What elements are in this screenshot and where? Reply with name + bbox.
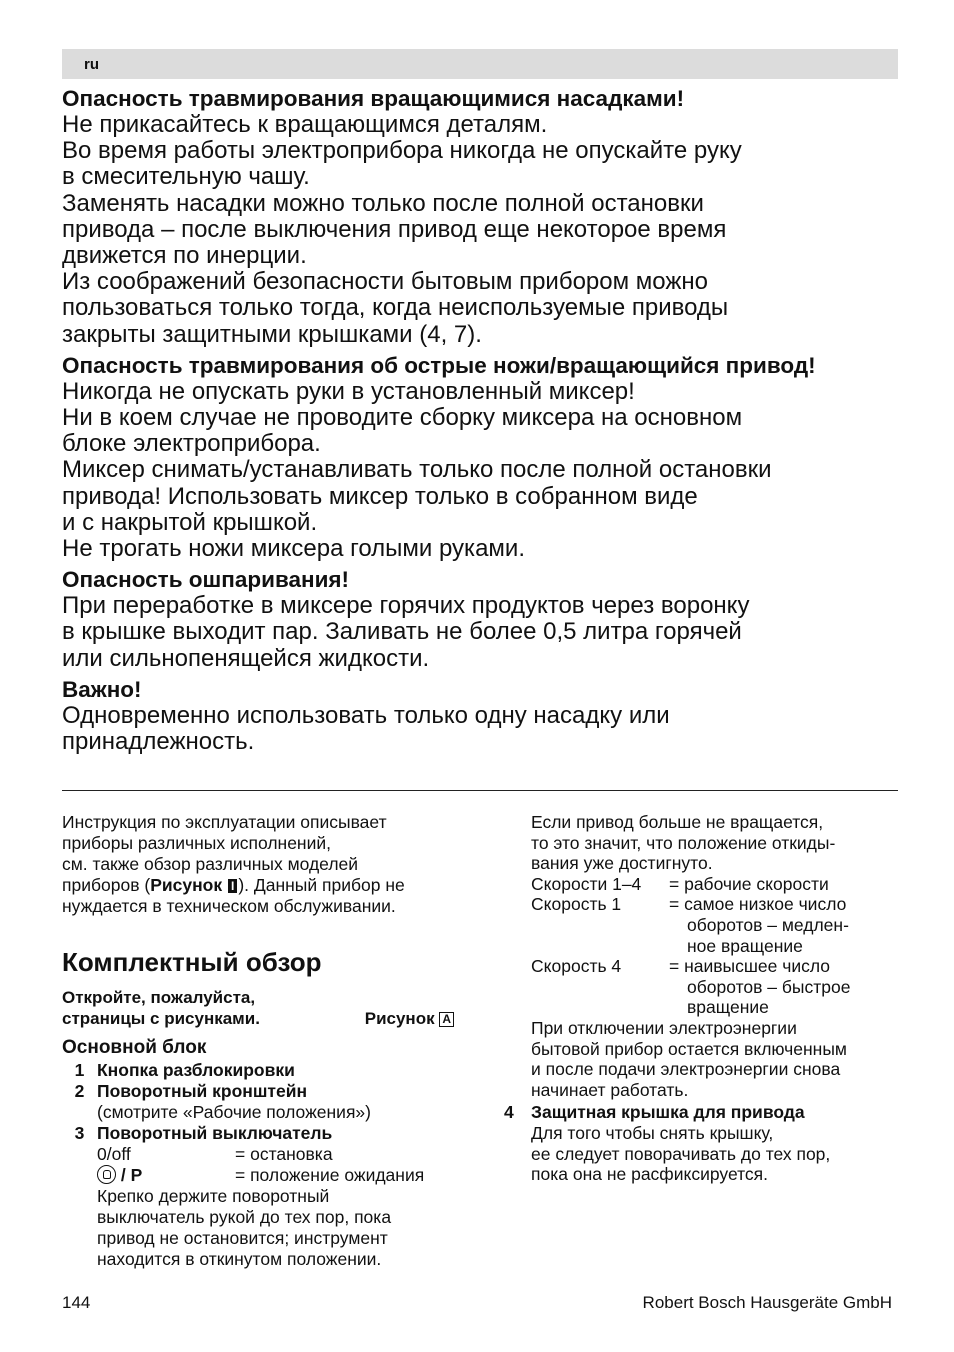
intro-line: Инструкция по эксплуатации описывает — [62, 812, 387, 832]
warning-line: Никогда не опускать руки в установленный миксер! — [62, 377, 635, 405]
language-code: ru — [84, 56, 99, 73]
warning-line: Ни в коем случае не проводите сборку миксера на основном — [62, 404, 743, 432]
warning-line: движется по инерции. — [62, 242, 307, 270]
text-line: и после подачи электроэнергии снова — [531, 1059, 841, 1080]
warning-line: привода – после выключения привод еще некоторое время — [62, 215, 727, 243]
warning-line: принадлежность. — [62, 728, 255, 756]
warning-line: пользоваться только тогда, когда неиспользуемые приводы — [62, 294, 729, 322]
text-line: то это значит, что положение откиды- — [531, 832, 836, 853]
safety-warnings — [62, 86, 898, 760]
figure-ref: Рисунок A — [365, 1008, 472, 1029]
company-name: Robert Bosch Hausgeräte GmbH — [642, 1293, 892, 1312]
switch-position: 0/off = остановка — [97, 1144, 333, 1164]
right-column — [504, 812, 904, 1185]
speed-row: Скорости 1–4 = рабочие скорости — [531, 873, 829, 894]
text-line: бытовой прибор остается включенным — [531, 1038, 847, 1059]
figure-letter-badge: A — [439, 1012, 454, 1027]
text-line: При отключении электроэнергии — [531, 1017, 797, 1038]
list-item: 2 Поворотный кронштейн (смотрите «Рабочие положения») — [74, 1081, 371, 1122]
text-line: Если привод больше не вращается, — [531, 812, 824, 832]
standby-hand-icon — [97, 1165, 116, 1184]
warning-title: Важно! — [62, 676, 142, 702]
list-item: 1 Кнопка разблокировки — [74, 1060, 295, 1080]
warning-line: При переработке в миксере горячих продуктов через воронку — [62, 592, 750, 620]
list-item: 3 Поворотный выключатель 0/off = остановка / P = положение ожидания Крепко держите поворотный выключатель рукой до тех пор, пока привод не остановится; инструмент находится в откинутом положении. — [62, 1123, 472, 1270]
intro-line: приборов (Рисунок I ). Данный прибор не — [62, 875, 405, 895]
warning-block — [62, 677, 898, 755]
warning-line: и с накрытой крышкой. — [62, 508, 318, 536]
switch-position: / P = положение ожидания — [97, 1165, 472, 1186]
intro-line: приборы различных исполнений, — [62, 833, 332, 853]
subsection-title: Основной блок — [62, 1037, 207, 1058]
list-item: 4 Защитная крышка для привода Для того чтобы снять крышку, ее следует поворачивать до тех пор, пока она не расфиксируется. — [504, 1102, 831, 1185]
warning-title: Опасность ошпаривания! — [62, 567, 350, 593]
warning-block — [62, 353, 898, 562]
speed-row: Скорость 1 = самое низкое число оборотов – медлен- ное вращение — [531, 894, 849, 956]
section-title: Комплектный обзор — [62, 947, 322, 977]
warning-line: Одновременно использовать только одну насадку или — [62, 701, 670, 729]
intro-line: см. также обзор различных моделей — [62, 854, 359, 874]
open-figures-note: Откройте, пожалуйста, страницы с рисунками. Рисунок A — [62, 987, 472, 1029]
page-footer — [62, 1293, 892, 1313]
text-line: вания уже достигнуто. — [531, 853, 713, 874]
page-number: 144 — [62, 1293, 91, 1312]
text-line: начинает работать. — [531, 1079, 689, 1100]
language-bar — [62, 49, 898, 79]
warning-line: Во время работы электроприбора никогда не опускайте руку — [62, 137, 742, 165]
warning-block — [62, 567, 898, 672]
warning-block — [62, 86, 898, 348]
warning-line: в крышке выходит пар. Заливать не более 0,5 литра горячей — [62, 618, 742, 646]
warning-line: Из соображений безопасности бытовым прибором можно — [62, 268, 709, 296]
section-divider — [62, 790, 898, 791]
warning-title: Опасность травмирования вращающимися насадками! — [62, 86, 685, 111]
warning-line: в смесительную чашу. — [62, 163, 310, 191]
speed-row: Скорость 4 = наивысшее число оборотов – быстрое вращение — [531, 956, 851, 1018]
warning-line: привода! Использовать миксер только в собранном виде — [62, 482, 698, 510]
warning-title: Опасность травмирования об острые ножи/вращающийся привод! — [62, 352, 816, 378]
warning-line: Не прикасайтесь к вращающимся деталям. — [62, 111, 548, 138]
figure-number-badge: I — [228, 879, 237, 893]
warning-line: Заменять насадки можно только после полной остановки — [62, 189, 704, 217]
warning-line: Не трогать ножи миксера голыми руками. — [62, 535, 525, 563]
warning-line: закрыты защитными крышками (4, 7). — [62, 320, 482, 348]
warning-line: Миксер снимать/устанавливать только после полной остановки — [62, 456, 772, 484]
warning-line: блоке электроприбора. — [62, 430, 321, 458]
warning-line: или сильнопенящейся жидкости. — [62, 644, 430, 672]
figure-ref: Рисунок — [150, 875, 223, 895]
intro-line: нуждается в техническом обслуживании. — [62, 896, 396, 916]
left-column — [62, 812, 472, 1270]
